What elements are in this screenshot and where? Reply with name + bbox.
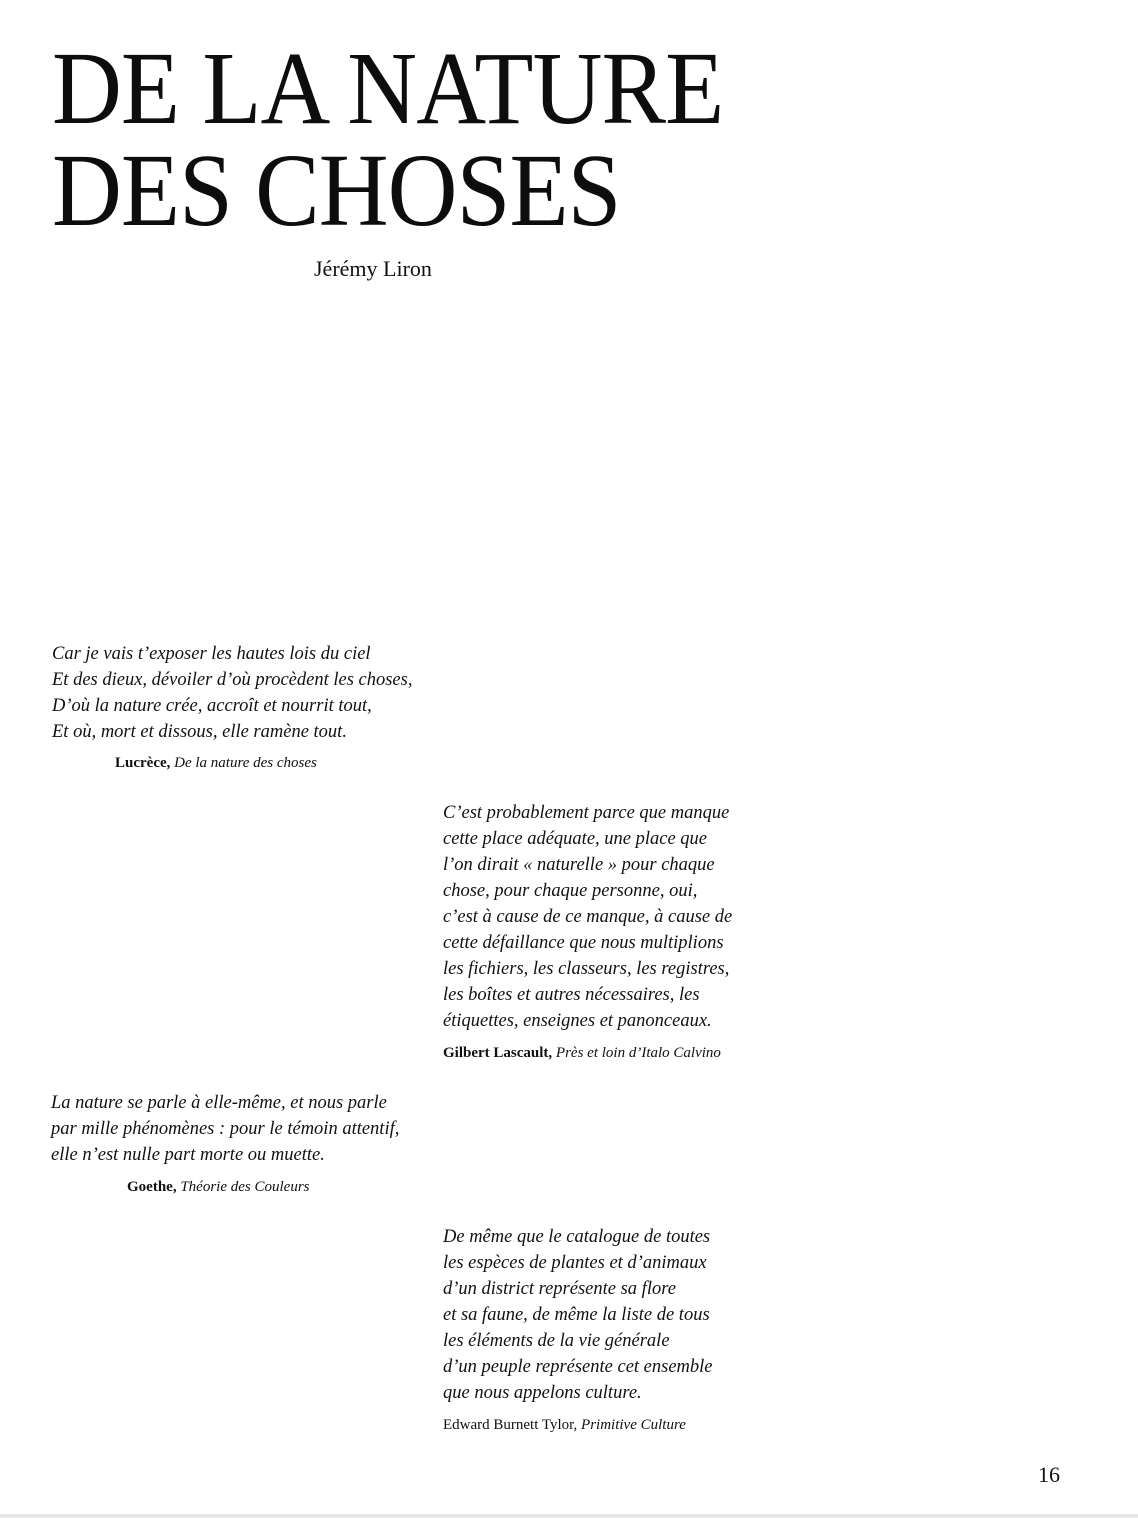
- source-work: Primitive Culture: [581, 1417, 686, 1433]
- quote-line: Et où, mort et dissous, elle ramène tout.: [52, 722, 347, 742]
- source-author: Lucrèce,: [115, 755, 171, 771]
- quote-line: elle n’est nulle part morte ou muette.: [51, 1145, 325, 1165]
- title-line-2: DES CHOSES: [52, 133, 621, 248]
- quote-line: C’est probablement parce que manque: [443, 803, 730, 823]
- quote-line: étiquettes, enseignes et panonceaux.: [443, 1011, 712, 1031]
- source-work: De la nature des choses: [174, 755, 317, 771]
- quote-line: les espèces de plantes et d’animaux: [443, 1253, 707, 1273]
- quote-line: cette place adéquate, une place que: [443, 829, 708, 849]
- quote-tylor: [443, 1224, 713, 1406]
- quote-line: et sa faune, de même la liste de tous: [443, 1305, 710, 1325]
- source-author: Goethe,: [127, 1179, 177, 1195]
- quote-line: Car je vais t’exposer les hautes lois du ciel: [52, 644, 371, 664]
- quote-line: l’on dirait « naturelle » pour chaque: [443, 855, 715, 875]
- quote-line: chose, pour chaque personne, oui,: [443, 881, 698, 901]
- quote-line: La nature se parle à elle-même, et nous parle: [51, 1093, 387, 1113]
- quote-lucrece: [52, 641, 412, 745]
- page-bottom-edge: [0, 1514, 1138, 1518]
- quote-source-lucrece: [115, 755, 317, 772]
- quote-line: c’est à cause de ce manque, à cause de: [443, 907, 733, 927]
- title-line-1: DE LA NATURE: [52, 31, 724, 146]
- quote-goethe: [51, 1090, 399, 1168]
- quote-line: les éléments de la vie générale: [443, 1331, 670, 1351]
- quote-lascault: [443, 800, 732, 1034]
- quote-line: d’un peuple représente cet ensemble: [443, 1357, 713, 1377]
- quote-source-tylor: [443, 1417, 686, 1434]
- source-author: Edward Burnett Tylor,: [443, 1417, 578, 1433]
- quote-line: De même que le catalogue de toutes: [443, 1227, 711, 1247]
- page-number: 16: [1038, 1462, 1060, 1487]
- quote-source-lascault: [443, 1045, 721, 1062]
- quote-line: d’un district représente sa flore: [443, 1279, 676, 1299]
- quote-line: les fichiers, les classeurs, les registres,: [443, 959, 730, 979]
- quote-line: les boîtes et autres nécessaires, les: [443, 985, 700, 1005]
- source-author: Gilbert Lascault,: [443, 1045, 553, 1061]
- page-title: [52, 31, 724, 248]
- source-work: Près et loin d’Italo Calvino: [555, 1045, 721, 1061]
- quote-line: cette défaillance que nous multiplions: [443, 933, 724, 953]
- quote-line: par mille phénomènes : pour le témoin attentif,: [51, 1119, 400, 1139]
- quote-source-goethe: [127, 1179, 310, 1196]
- article-author: Jérémy Liron: [314, 256, 432, 281]
- source-work: Théorie des Couleurs: [180, 1179, 310, 1195]
- quote-line: Et des dieux, dévoiler d’où procèdent les choses,: [52, 670, 413, 690]
- quote-line: D’où la nature crée, accroît et nourrit tout,: [52, 696, 372, 716]
- quote-line: que nous appelons culture.: [443, 1383, 642, 1403]
